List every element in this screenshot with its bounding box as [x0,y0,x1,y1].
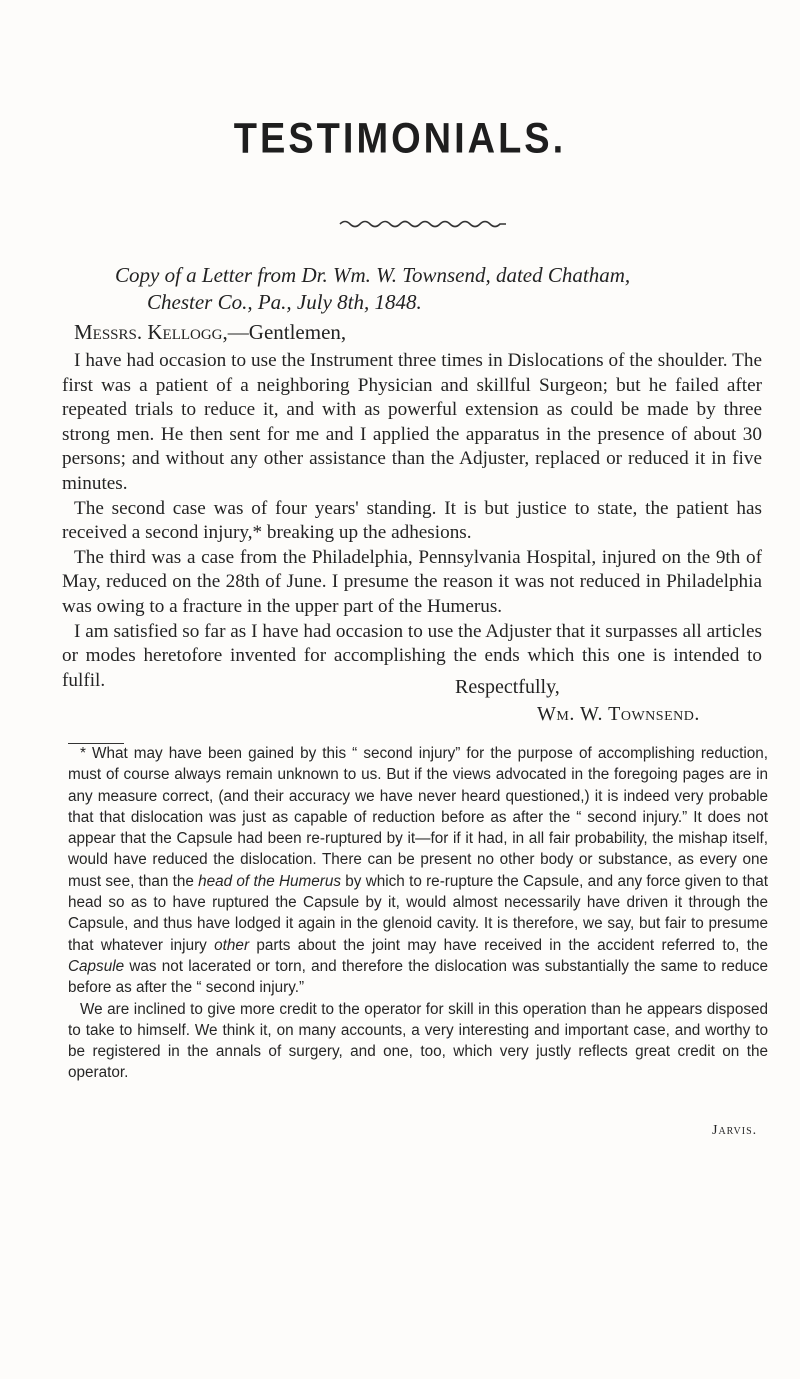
footnote-emphasis: head of the Humerus [198,872,342,890]
letter-paragraph: The third was a case from the Philadelphia, Pennsylvania Hospital, injured on the 9th of May, reduced on the 28th of June. I presume the reason it was not reduced in Philadelphia was owing to a fracture in the upper part of the Humerus. [62,546,762,617]
letter-closing: Respectfully, [455,676,560,698]
letter-signature: Wm. W. Townsend. [537,703,700,725]
letter-body [62,349,762,693]
footnote-emphasis: Capsule [68,957,125,975]
footnote-attribution: Jarvis. [712,1123,758,1138]
footnote-text: by which to re-rupture the Capsule, and any force given to that head so as to have ruptured the Capsule by it, would almost necessarily have driven it through the Capsule, and thus have lodged it again in the glenoid cavity. It is therefore, we say, but fair to presume that whatever injury [68,872,768,954]
footnote-text: parts about the joint may have received in the accident referred to, the [249,936,768,954]
footnote-text: was not lacerated or torn, and therefore the dislocation was substantially the same to reduce before as after the “ second injury.” [68,957,768,997]
page-title: TESTIMONIALS. [233,115,567,163]
salutation-addressee: Messrs. Kellogg, [74,320,228,344]
footnote-text: * What may have been gained by this “ second injury” for the purpose of accomplishing reduction, must of course always remain unknown to us. But if the views advocated in the foregoing pages are in any measure correct, (and their accuracy we have never heard questioned,) it is indeed very probable that that dislocation was just as capable of reduction before as after the “ second injury.” It does not appear that the Capsule had been re-ruptured by it—for if it had, in all fair probability, the mishap itself, would have reduced the dislocation. There can be present no other body or substance, as every one must see, than the [68,745,768,890]
letter-heading-line-2: Chester Co., Pa., July 8th, 1848. [147,290,422,314]
letter-heading [115,262,755,316]
letter-paragraph: I have had occasion to use the Instrument three times in Dislocations of the shoulder. The first was a patient of a neighboring Physician and skillful Surgeon; but he failed after repeated trials to reduce it, and with as powerful extension as could be made by three strong men. He then sent for me and I applied the apparatus in the presence of about 30 persons; and without any other assistance than the Adjuster, replaced or reduced it in five minutes. [62,350,762,494]
footnote-emphasis: other [214,936,250,954]
letter-heading-line-1: Copy of a Letter from Dr. Wm. W. Townsend, dated Chatham, [115,263,631,287]
letter-paragraph: I am satisfied so far as I have had occasion to use the Adjuster that it surpasses all articles or modes heretofore invented for accomplishing the ends which this one is intended to fulfil. [62,620,762,691]
wavy-ornament-divider [338,218,508,230]
footnote [68,743,768,1084]
salutation-greeting: —Gentlemen, [227,320,347,344]
salutation [74,320,346,345]
letter-paragraph: The second case was of four years' standing. It is but justice to state, the patient has received a second injury,* breaking up the adhesions. [62,497,762,544]
footnote-paragraph-1 [68,743,768,999]
footnote-paragraph-2: We are inclined to give more credit to the operator for skill in this operation than he appears disposed to take to himself. We think it, on many accounts, a very interesting and important case, and worthy to be registered in the annals of surgery, and one, too, which very justly reflects great credit on the operator. [68,1000,768,1082]
